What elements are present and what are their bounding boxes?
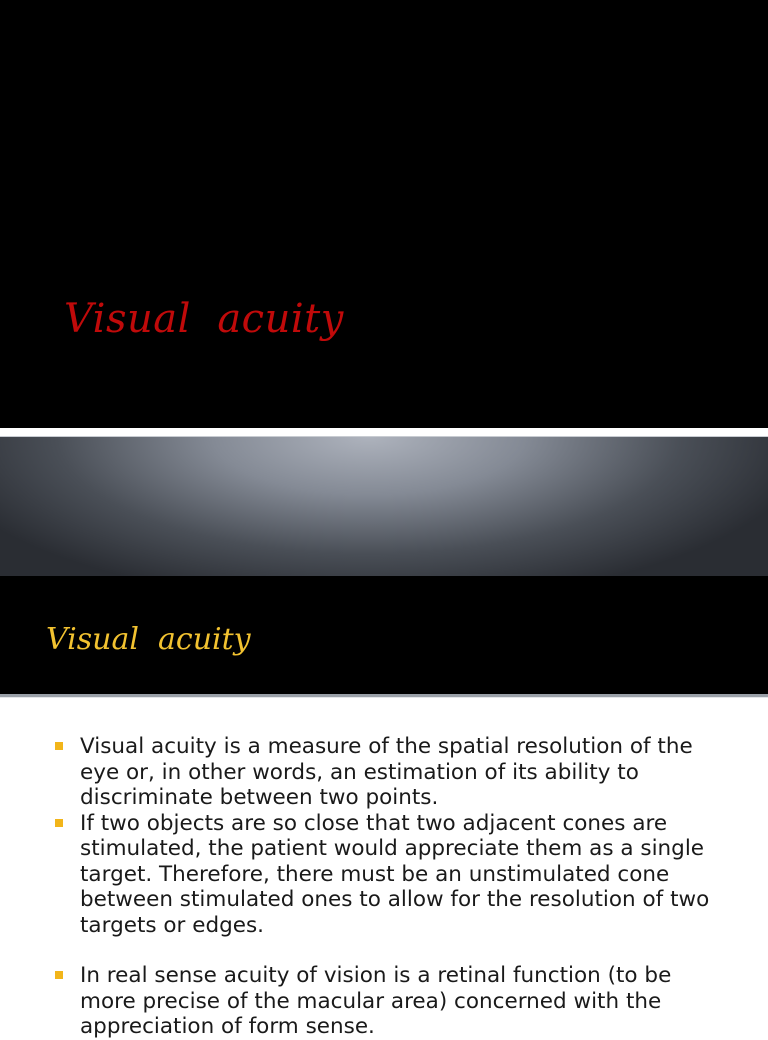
bullet-text: If two objects are so close that two adjacent cones are stimulated, the patient would appreciate them as a single target. Therefore, there must be an unstimulated cone between stimulated ones to allow for the resolution of two targets or edges. xyxy=(80,810,710,938)
bullet-text: Visual acuity is a measure of the spatial resolution of the eye or, in other words, an estimation of its ability to discriminate between two points. xyxy=(80,734,693,810)
bullet-list xyxy=(0,734,768,1040)
header-gradient-band xyxy=(0,436,768,576)
title-slide xyxy=(0,0,768,428)
title-slide-heading: Visual acuity xyxy=(64,296,344,342)
square-bullet-icon xyxy=(55,971,63,979)
square-bullet-icon xyxy=(55,742,63,750)
bullet-text: In real sense acuity of vision is a retinal function (to be more precise of the macular area) concerned with the appreciation of form sense. xyxy=(80,963,672,1039)
slide-divider xyxy=(0,428,768,436)
list-item xyxy=(0,811,768,939)
list-item xyxy=(0,734,768,811)
content-slide-heading: Visual acuity xyxy=(46,622,251,657)
square-bullet-icon xyxy=(55,819,63,827)
list-item xyxy=(0,963,768,1040)
